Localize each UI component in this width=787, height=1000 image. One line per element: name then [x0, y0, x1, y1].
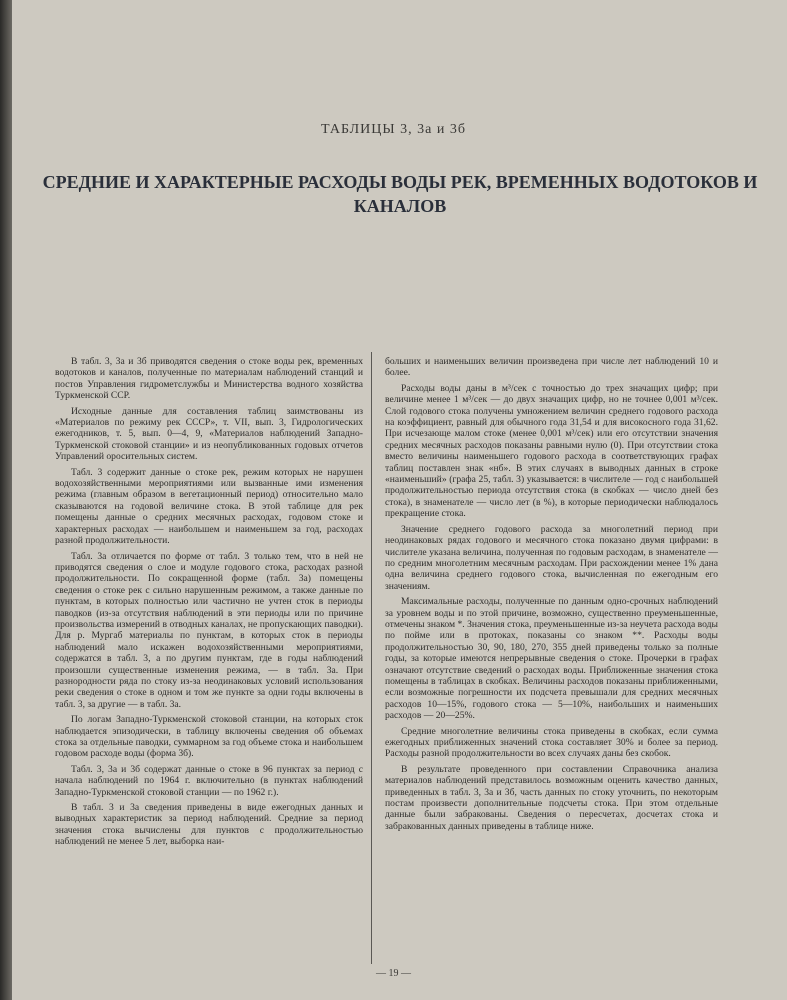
right-column: [385, 356, 718, 836]
left-column: [55, 356, 363, 852]
column-divider: [371, 352, 372, 964]
paragraph: В табл. 3, 3а и 3б приводятся сведения о стоке воды рек, временных водотоков и каналов, полученные по материалам наблюдений станций и постов Управления гидрометслужбы и Министерства водного хозяйства Туркменской ССР.: [55, 356, 363, 402]
paragraph: В результате проведенного при составлении Справочника анализа материалов наблюдений представилось возможным оценить качество данных, приведенных в табл. 3, 3а и 3б, часть данных по стоку уточнить, по некоторым постам произвести дополнительные подсчеты стока. При этом отдельные данные были забракованы. Сведения о пересчетах, досчетах стока и забракованных данных приведены в таблице ниже.: [385, 763, 718, 832]
paragraph: Табл. 3, 3а и 3б содержат данные о стоке в 96 пунктах за период с начала наблюдений по 1964 г. включительно (в пунктах наблюдений Западно-Туркменской стоковой станции — по 1962 г.).: [55, 763, 363, 798]
paragraph: В табл. 3 и 3а сведения приведены в виде ежегодных данных и выводных характеристик за период наблюдений. Средние за период значения стока вычислены для пунктов с продолжительностью наблюдений не менее 5 лет, выборка наи-: [55, 802, 363, 848]
page-number: — 19 —: [376, 968, 411, 979]
paragraph: Расходы воды даны в м³/сек с точностью до трех значащих цифр; при величине менее 1 м³/сек — до двух значащих цифр, но не точнее 0,001 м³/сек. Слой годового стока получены умножением величин среднего годового расхода на коэффициент, равный для обычного года 31,54 и для високосного года 31,62. При исчезающе малом стоке (менее 0,001 м³/сек) или его отсутствии значения средних месячных расходов показаны равными нулю (0). При отсутствии стока вместо величины наименьшего годового расхода в соответствующих графах таблиц поставлен знак «нб». В этих случаях в выводных данных в строке «наименьший» (графа 25, табл. 3) указывается: в числителе — год с наибольшей продолжительностью периода отсутствия стока (в скобках — число дней без стока), в знаменателе — число лет (в %), в которые периодически наблюдалось прекращение стока.: [385, 382, 718, 520]
paragraph: Табл. 3а отличается по форме от табл. 3 только тем, что в ней не приводятся сведения о слое и модуле годового стока, расходах разной продолжительности. По сокращенной форме (табл. 3а) помещены сведения о стоке рек с сильно нарушенным режимом, а также данные по пунктам, в которых полностью или частично не учтен сток в периоды паводков (из-за отсутствия наблюдений в эти периоды или по причине произвольства измерений в отводных каналах, не пропускающих паводки). Для р. Мургаб материалы по пунктам, в которых сток в периоды наблюдений мало искажен водохозяйственными мероприятиями, содержатся в табл. 3, а по другим пунктам, где в годы наблюдений произошли существенные изменения режима, — в табл. 3а. При разнородности ряда по стоку из-за неодинаковых условий использования реки сведения о стоке в одном и том же пункте за одни годы включены в табл. 3, за другие — в табл. 3а.: [55, 550, 363, 710]
paragraph: Исходные данные для составления таблиц заимствованы из «Материалов по режиму рек СССР», т. VII, вып. 3, Гидрологических ежегодников, т. 5, вып. 0—4, 9, «Материалов наблюдений Западно-Туркменской стоковой станции» и из неопубликованных годовых отчетов Управлений оросительных систем.: [55, 405, 363, 463]
paragraph: Максимальные расходы, полученные по данным одно-срочных наблюдений за уровнем воды и по этой причине, возможно, существенно преуменьшенные, отмечены знаком *. Значения стока, преуменьшенные из-за неучета расхода воды по пойме или в протоках, показаны со знаком **. Расходы воды продолжительностью 30, 90, 180, 270, 355 дней приведены только за полные годы, за которые имеются непрерывные сведения о стоке. Прочерки в графах означают отсутствие сведений о расходах воды. Приближенные значения стока помещены в таблицах в скобках. Величины расходов показаны приближенными, если возможные погрешности их подсчета превышали для средних месячных расходов 10—15%, годового стока — 5—10%, наибольших и наименьших расходов — 20—25%.: [385, 596, 718, 722]
page-title: СРЕДНИЕ И ХАРАКТЕРНЫЕ РАСХОДЫ ВОДЫ РЕК, ВРЕМЕННЫХ ВОДОТОКОВ И КАНАЛОВ: [42, 172, 758, 216]
paragraph: Средние многолетние величины стока приведены в скобках, если сумма ежегодных приближенных значений стока составляет 30% и более за период. Расходы разной продолжительности во всех случаях даны без скобок.: [385, 725, 718, 760]
tables-label: ТАБЛИЦЫ 3, 3а и 3б: [321, 122, 466, 137]
book-spine-shadow: [0, 0, 12, 1000]
paragraph: Табл. 3 содержит данные о стоке рек, режим которых не нарушен водохозяйственными мероприятиями или вызванные ими изменения режима (главным образом в вегетационный период) относительно мало сказываются на годовой величине стока. В этой таблице для рек помещены данные о средних месячных расходах, годовом стоке и характерных расходах — наибольшем и наименьшем за год, расходах разной продолжительности.: [55, 466, 363, 547]
paragraph: Значение среднего годового расхода за многолетний период при неодинаковых рядах годового и месячного стока показано двумя цифрами: в числителе указана величина, полученная по годовым расходам, в знаменателе — по средним многолетним месячным расходам. При расхождении менее 1% дана одна величина среднего годового стока, вычисленная по ежегодным его значениям.: [385, 523, 718, 592]
paragraph: По логам Западно-Туркменской стоковой станции, на которых сток наблюдается эпизодически, в таблицу включены сведения об объемах стока за отдельные паводки, суммарном за год объеме стока и наибольшем годовом расходе воды (форма 3б).: [55, 714, 363, 760]
paragraph: больших и наименьших величин произведена при числе лет наблюдений 10 и более.: [385, 356, 718, 379]
